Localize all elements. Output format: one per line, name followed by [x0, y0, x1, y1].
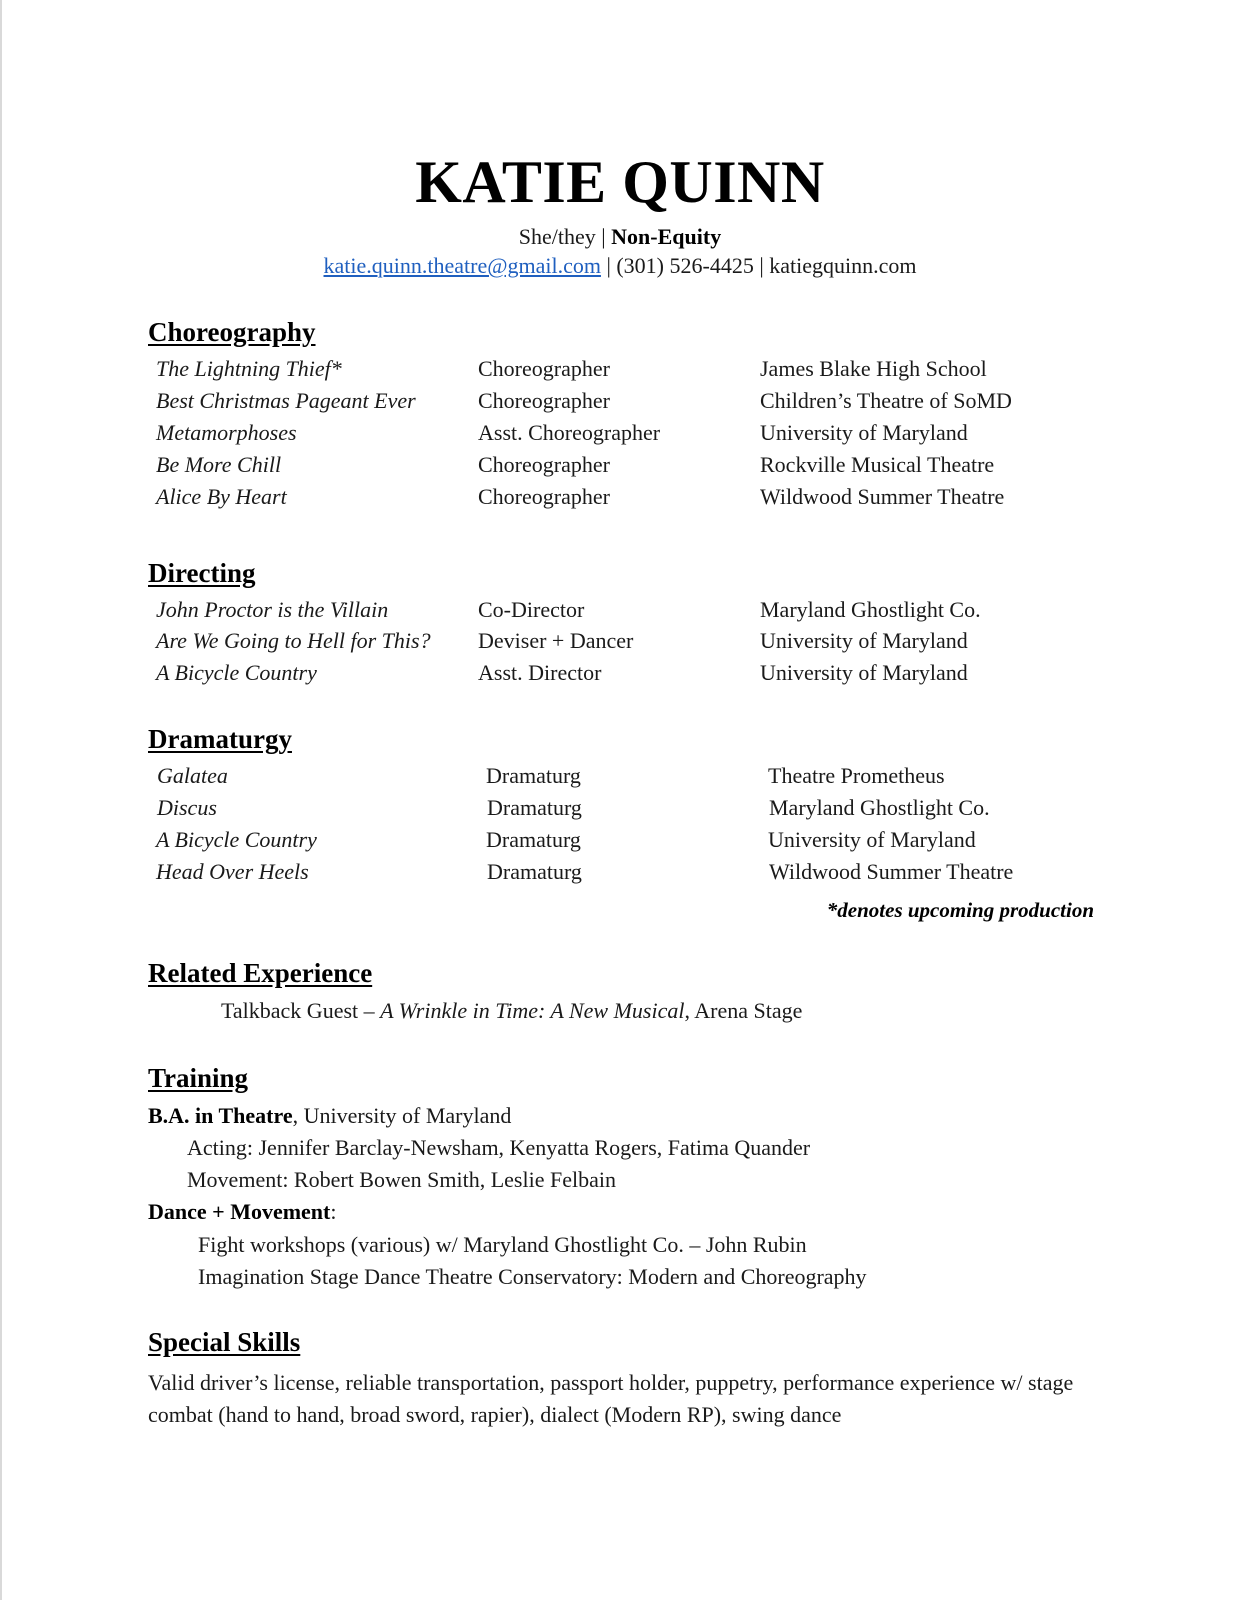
credit-role: Choreographer [478, 452, 610, 477]
dramaturgy-heading: Dramaturgy [148, 724, 292, 754]
fight-workshops: Fight workshops (various) w/ Maryland Ghostlight Co. – John Rubin [198, 1232, 807, 1257]
credit-title: Alice By Heart [156, 484, 287, 509]
credit-title: Be More Chill [156, 452, 282, 477]
directing-heading: Directing [148, 558, 256, 588]
credit-company: Theatre Prometheus [768, 763, 945, 788]
credit-row [0, 452, 1240, 482]
credit-company: Maryland Ghostlight Co. [769, 795, 990, 820]
credit-company: Rockville Musical Theatre [760, 452, 995, 477]
pronouns-line: She/they | Non-Equity [518, 224, 722, 249]
credit-title: A Bicycle Country [156, 827, 317, 852]
credit-title: Are We Going to Hell for This? [156, 628, 431, 653]
upcoming-production-note: *denotes upcoming production [826, 898, 1094, 922]
credit-company: Children’s Theatre of SoMD [760, 388, 1012, 413]
credit-role: Dramaturg [486, 763, 581, 788]
credit-title: The Lightning Thief* [156, 356, 342, 381]
credit-row [0, 628, 1240, 658]
degree: B.A. in Theatre [148, 1103, 293, 1128]
credit-company: Wildwood Summer Theatre [769, 859, 1014, 884]
credit-company: Wildwood Summer Theatre [760, 484, 1005, 509]
website: katiegquinn.com [769, 253, 917, 278]
credit-role: Asst. Director [478, 660, 602, 685]
credit-title: Metamorphoses [156, 420, 297, 445]
related-experience-heading: Related Experience [148, 958, 373, 988]
credit-company: James Blake High School [760, 356, 987, 381]
imagination-stage: Imagination Stage Dance Theatre Conservatory: Modern and Choreography [198, 1264, 867, 1289]
credit-row [0, 420, 1240, 450]
talkback-line: Talkback Guest – A Wrinkle in Time: A New Musical, Arena Stage [221, 998, 803, 1023]
credit-row [0, 660, 1240, 690]
special-skills-heading: Special Skills [148, 1327, 301, 1357]
credit-role: Deviser + Dancer [478, 628, 634, 653]
degree-line: B.A. in Theatre, University of Maryland [148, 1103, 512, 1128]
credit-role: Co-Director [478, 597, 585, 622]
credit-company: University of Maryland [760, 420, 968, 445]
show-title: A Wrinkle in Time: A New Musical [380, 998, 685, 1023]
credit-row [0, 859, 1240, 889]
credit-row [0, 356, 1240, 386]
phone: (301) 526-4425 [616, 253, 754, 278]
credit-title: Galatea [157, 763, 228, 788]
credit-company: University of Maryland [760, 660, 968, 685]
training-heading: Training [148, 1063, 249, 1093]
acting-teachers: Acting: Jennifer Barclay-Newsham, Kenyatta Rogers, Fatima Quander [187, 1135, 811, 1160]
credit-role: Choreographer [478, 388, 610, 413]
credit-role: Dramaturg [487, 795, 582, 820]
credit-role: Asst. Choreographer [478, 420, 661, 445]
credit-row [0, 597, 1240, 627]
movement-teachers: Movement: Robert Bowen Smith, Leslie Felbain [187, 1167, 616, 1192]
email-link[interactable]: katie.quinn.theatre@gmail.com [323, 253, 601, 278]
credit-company: University of Maryland [760, 628, 968, 653]
credit-company: University of Maryland [768, 827, 976, 852]
special-skills-text: Valid driver’s license, reliable transportation, passport holder, puppetry, performance experience w/ stage combat (hand to hand, broad sword, rapier), dialect (Modern RP), swing dance [148, 1370, 1074, 1427]
credit-role: Dramaturg [486, 827, 581, 852]
dance-movement-label: Dance + Movement: [148, 1199, 337, 1224]
credit-company: Maryland Ghostlight Co. [760, 597, 981, 622]
credit-row [0, 763, 1240, 793]
credit-title: A Bicycle Country [156, 660, 317, 685]
contact-line: katie.quinn.theatre@gmail.com | (301) 526-4425 | katiegquinn.com [323, 253, 917, 278]
credit-role: Dramaturg [487, 859, 582, 884]
union-status: Non-Equity [611, 224, 722, 249]
credit-row [0, 827, 1240, 857]
credit-row [0, 795, 1240, 825]
pronouns: She/they [518, 224, 596, 249]
credit-role: Choreographer [478, 484, 610, 509]
credit-role: Choreographer [478, 356, 610, 381]
resume-name: KATIE QUINN [415, 149, 825, 215]
credit-row [0, 484, 1240, 514]
choreography-heading: Choreography [148, 317, 316, 347]
credit-row [0, 388, 1240, 418]
credit-title: Head Over Heels [156, 859, 309, 884]
credit-title: John Proctor is the Villain [156, 597, 389, 622]
credit-title: Discus [157, 795, 217, 820]
credit-title: Best Christmas Pageant Ever [156, 388, 416, 413]
